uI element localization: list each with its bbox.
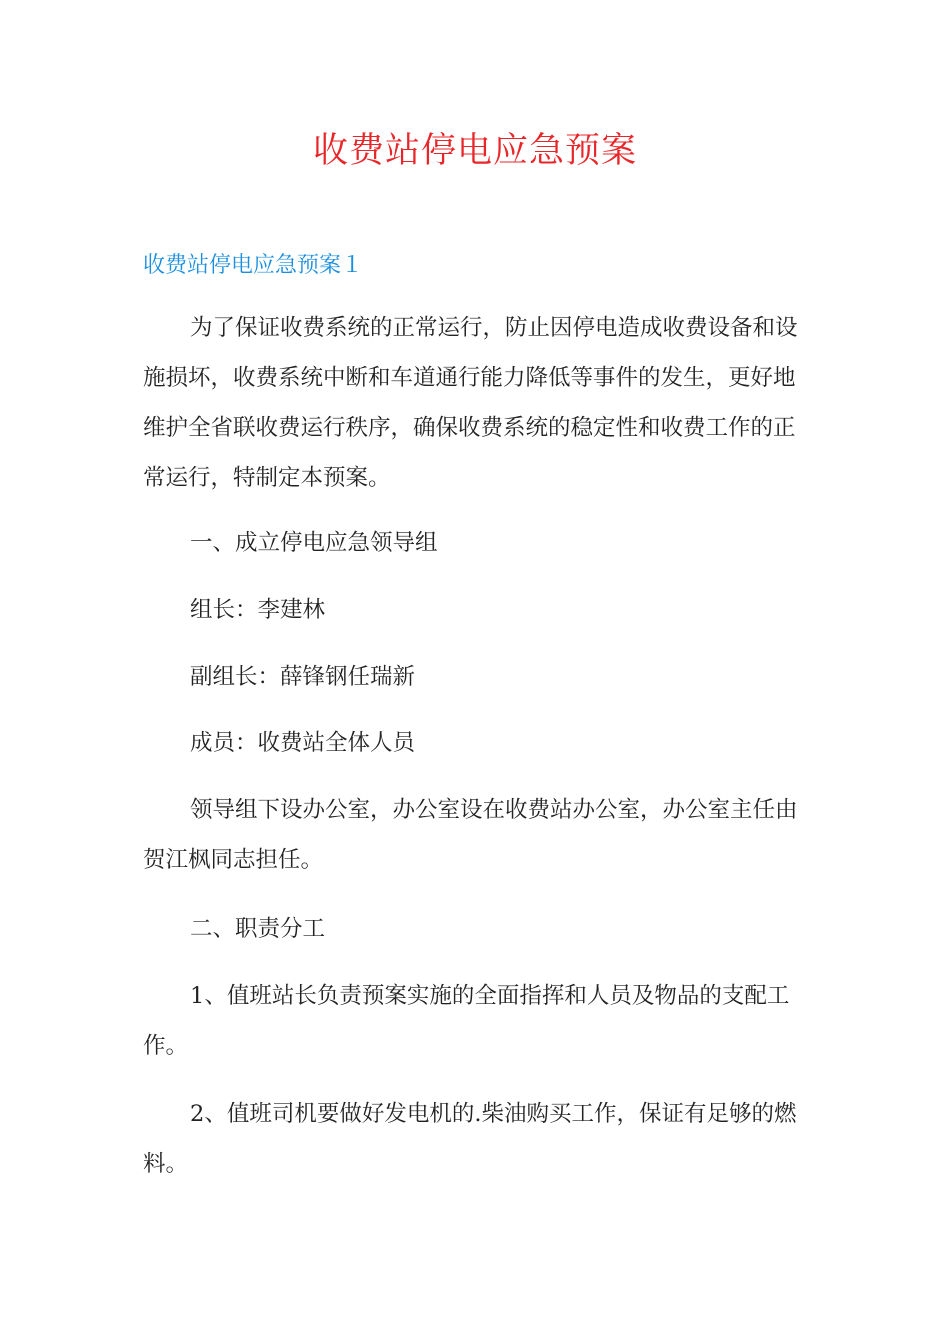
section-heading: 收费站停电应急预案１ (143, 253, 364, 278)
paragraph-office: 领导组下设办公室，办公室设在收费站办公室，办公室主任由贺江枫同志担任。 (143, 797, 798, 873)
paragraph-duty-2: 2、值班司机要做好发电机的.柴油购买工作，保证有足够的燃料。 (143, 1101, 797, 1177)
document-title: 收费站停电应急预案 (312, 131, 637, 171)
paragraph-intro: 为了保证收费系统的正常运行，防止因停电造成收费设备和设施损坏，收费系统中断和车道通行能力降低等事件的发生，更好地维护全省联收费运行秩序，确保收费系统的稳定性和收费工作的正常运行，特制定本预案。 (143, 315, 798, 491)
paragraph-section-one-heading: 一、成立停电应急领导组 (190, 530, 438, 556)
paragraph-deputy-leader: 副组长：薛锋钢任瑞新 (190, 664, 416, 690)
paragraph-section-two-heading: 二、职责分工 (190, 916, 326, 942)
paragraph-group-leader: 组长：李建林 (190, 597, 326, 623)
paragraph-duty-1: 1、值班站长负责预案实施的全面指挥和人员及物品的支配工作。 (143, 983, 790, 1059)
paragraph-members: 成员：收费站全体人员 (190, 730, 416, 756)
